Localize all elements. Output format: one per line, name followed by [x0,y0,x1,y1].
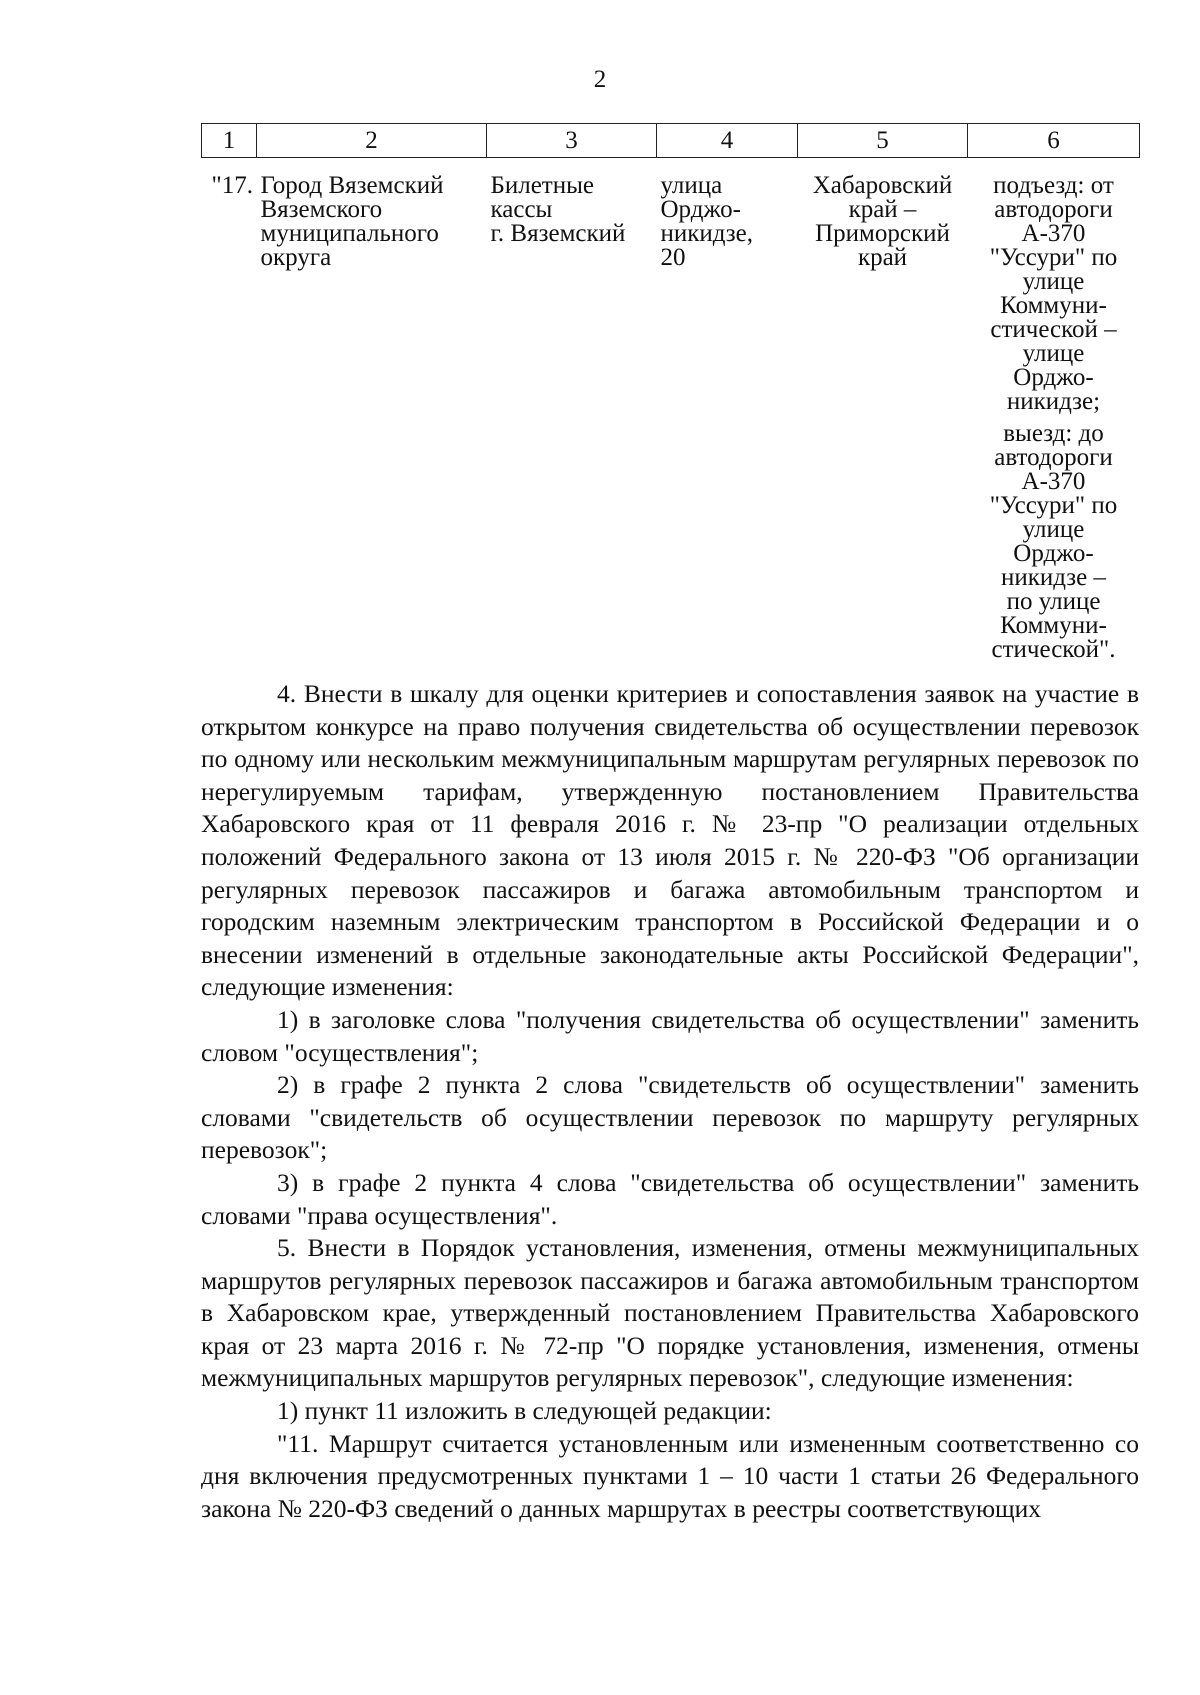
page-number: 2 [593,66,607,93]
column-header-2: 2 [257,124,487,158]
table-row [202,158,1140,663]
cell-line: по улице [1006,588,1101,615]
column-header-3: 3 [487,124,657,158]
cell-line: автодороги [994,196,1113,223]
paragraph: 5. Внести в Порядок установления, изменения, отмены межмуниципальных маршрутов регулярных перевозок пассажиров и багажа автомобильным транспортом в Хабаровском крае, утвержденный постановлением Правительства Хабаровского края от 23 марта 2016 г. № 72-пр "О порядке установления, изменения, отмены межмуниципальных маршрутов регулярных перевозок", следующие изменения: [201,1233,1139,1393]
station-cell [487,158,657,663]
cell-line: г. Вяземский [490,220,626,247]
column-header-1: 1 [202,124,257,158]
cell-line: выезд: до [1003,420,1104,447]
cell-line: никидзе; [1006,388,1101,415]
settlement-cell [257,158,487,663]
cell-line: Орджо- [660,196,741,223]
route-path-cell [968,158,1140,663]
cell-line: "Уссури" по [989,244,1118,271]
cell-line: край – [848,196,917,223]
cell-line: улице [1022,516,1085,543]
cell-line: Билетные [490,172,595,199]
cell-line: Хабаровский [812,172,953,199]
cell-line: Коммуни- [1000,612,1107,639]
paragraph: 1) пункт 11 изложить в следующей редакции: [277,1396,772,1426]
column-header-6: 6 [968,124,1140,158]
paragraph: "11. Маршрут считается установленным или измененным соответственно со дня включения предусмотренных пунктами 1 – 10 части 1 статьи 26 Федерального закона № 220-ФЗ сведений о данных маршрутах в реестры соответствующих [201,1428,1139,1523]
paragraph: 2) в графе 2 пункта 2 слова "свидетельств об осуществлении" заменить словами "свидетельств об осуществлении перевозок по маршруту регулярных перевозок"; [201,1070,1139,1165]
paragraph: 3) в графе 2 пункта 4 слова "свидетельства об осуществлении" заменить словами "права осуществления". [201,1167,1139,1230]
address-cell [657,158,798,663]
cell-line: никидзе – [1000,564,1107,591]
route-table [201,123,1140,662]
cell-line: "Уссури" по [989,492,1118,519]
cell-line: Город Вяземский [260,172,444,199]
cell-line: округа [260,244,332,271]
route-exit [972,422,1136,662]
cell-line: улица [660,172,723,199]
cell-line: улице [1022,340,1085,367]
paragraph: 4. Внести в шкалу для оценки критериев и сопоставления заявок на участие в открытом конкурсе на право получения свидетельства об осуществлении перевозок по одному или нескольким межмуниципальным маршрутам регулярных перевозок по нерегулируемым тарифам, утвержденную постановлением Правительства Хабаровского края от 11 февраля 2016 г. № 23-пр "О реализации отдельных положений Федерального закона от 13 июля 2015 г. № 220-ФЗ "Об организации регулярных перевозок пассажиров и багажа автомобильным транспортом и городским наземным электрическим транспортом в Российской Федерации и о внесении изменений в отдельные законодательные акты Российской Федерации", следующие изменения: [201,679,1139,1002]
cell-line: автодороги [994,444,1113,471]
row-number-cell: "17. [211,172,253,199]
cell-line: край [857,244,908,271]
cell-line: 20 [660,244,686,271]
cell-line: Орджо- [1013,540,1094,567]
cell-line: Коммуни- [1000,292,1107,319]
cell-line: никидзе, [660,220,754,247]
cell-line: стической". [991,636,1116,663]
cell-line: Орджо- [1013,364,1094,391]
document-body [201,678,1139,1525]
region-cell [798,158,968,663]
cell-line: Вяземского [260,196,383,223]
cell-line: А-370 [1021,468,1086,495]
cell-line: кассы [490,196,553,223]
cell-line: муниципального [260,220,439,247]
cell-line: А-370 [1021,220,1086,247]
cell-line: улице [1022,268,1085,295]
route-entry [972,174,1136,414]
cell-line: подъезд: от [993,172,1114,199]
table-header-row [202,124,1140,158]
cell-line: стической – [990,316,1117,343]
cell-line: Приморский [815,220,950,247]
column-header-5: 5 [798,124,968,158]
column-header-4: 4 [657,124,798,158]
paragraph: 1) в заголовке слова "получения свидетельства об осуществлении" заменить словом "осуществления"; [201,1004,1139,1067]
